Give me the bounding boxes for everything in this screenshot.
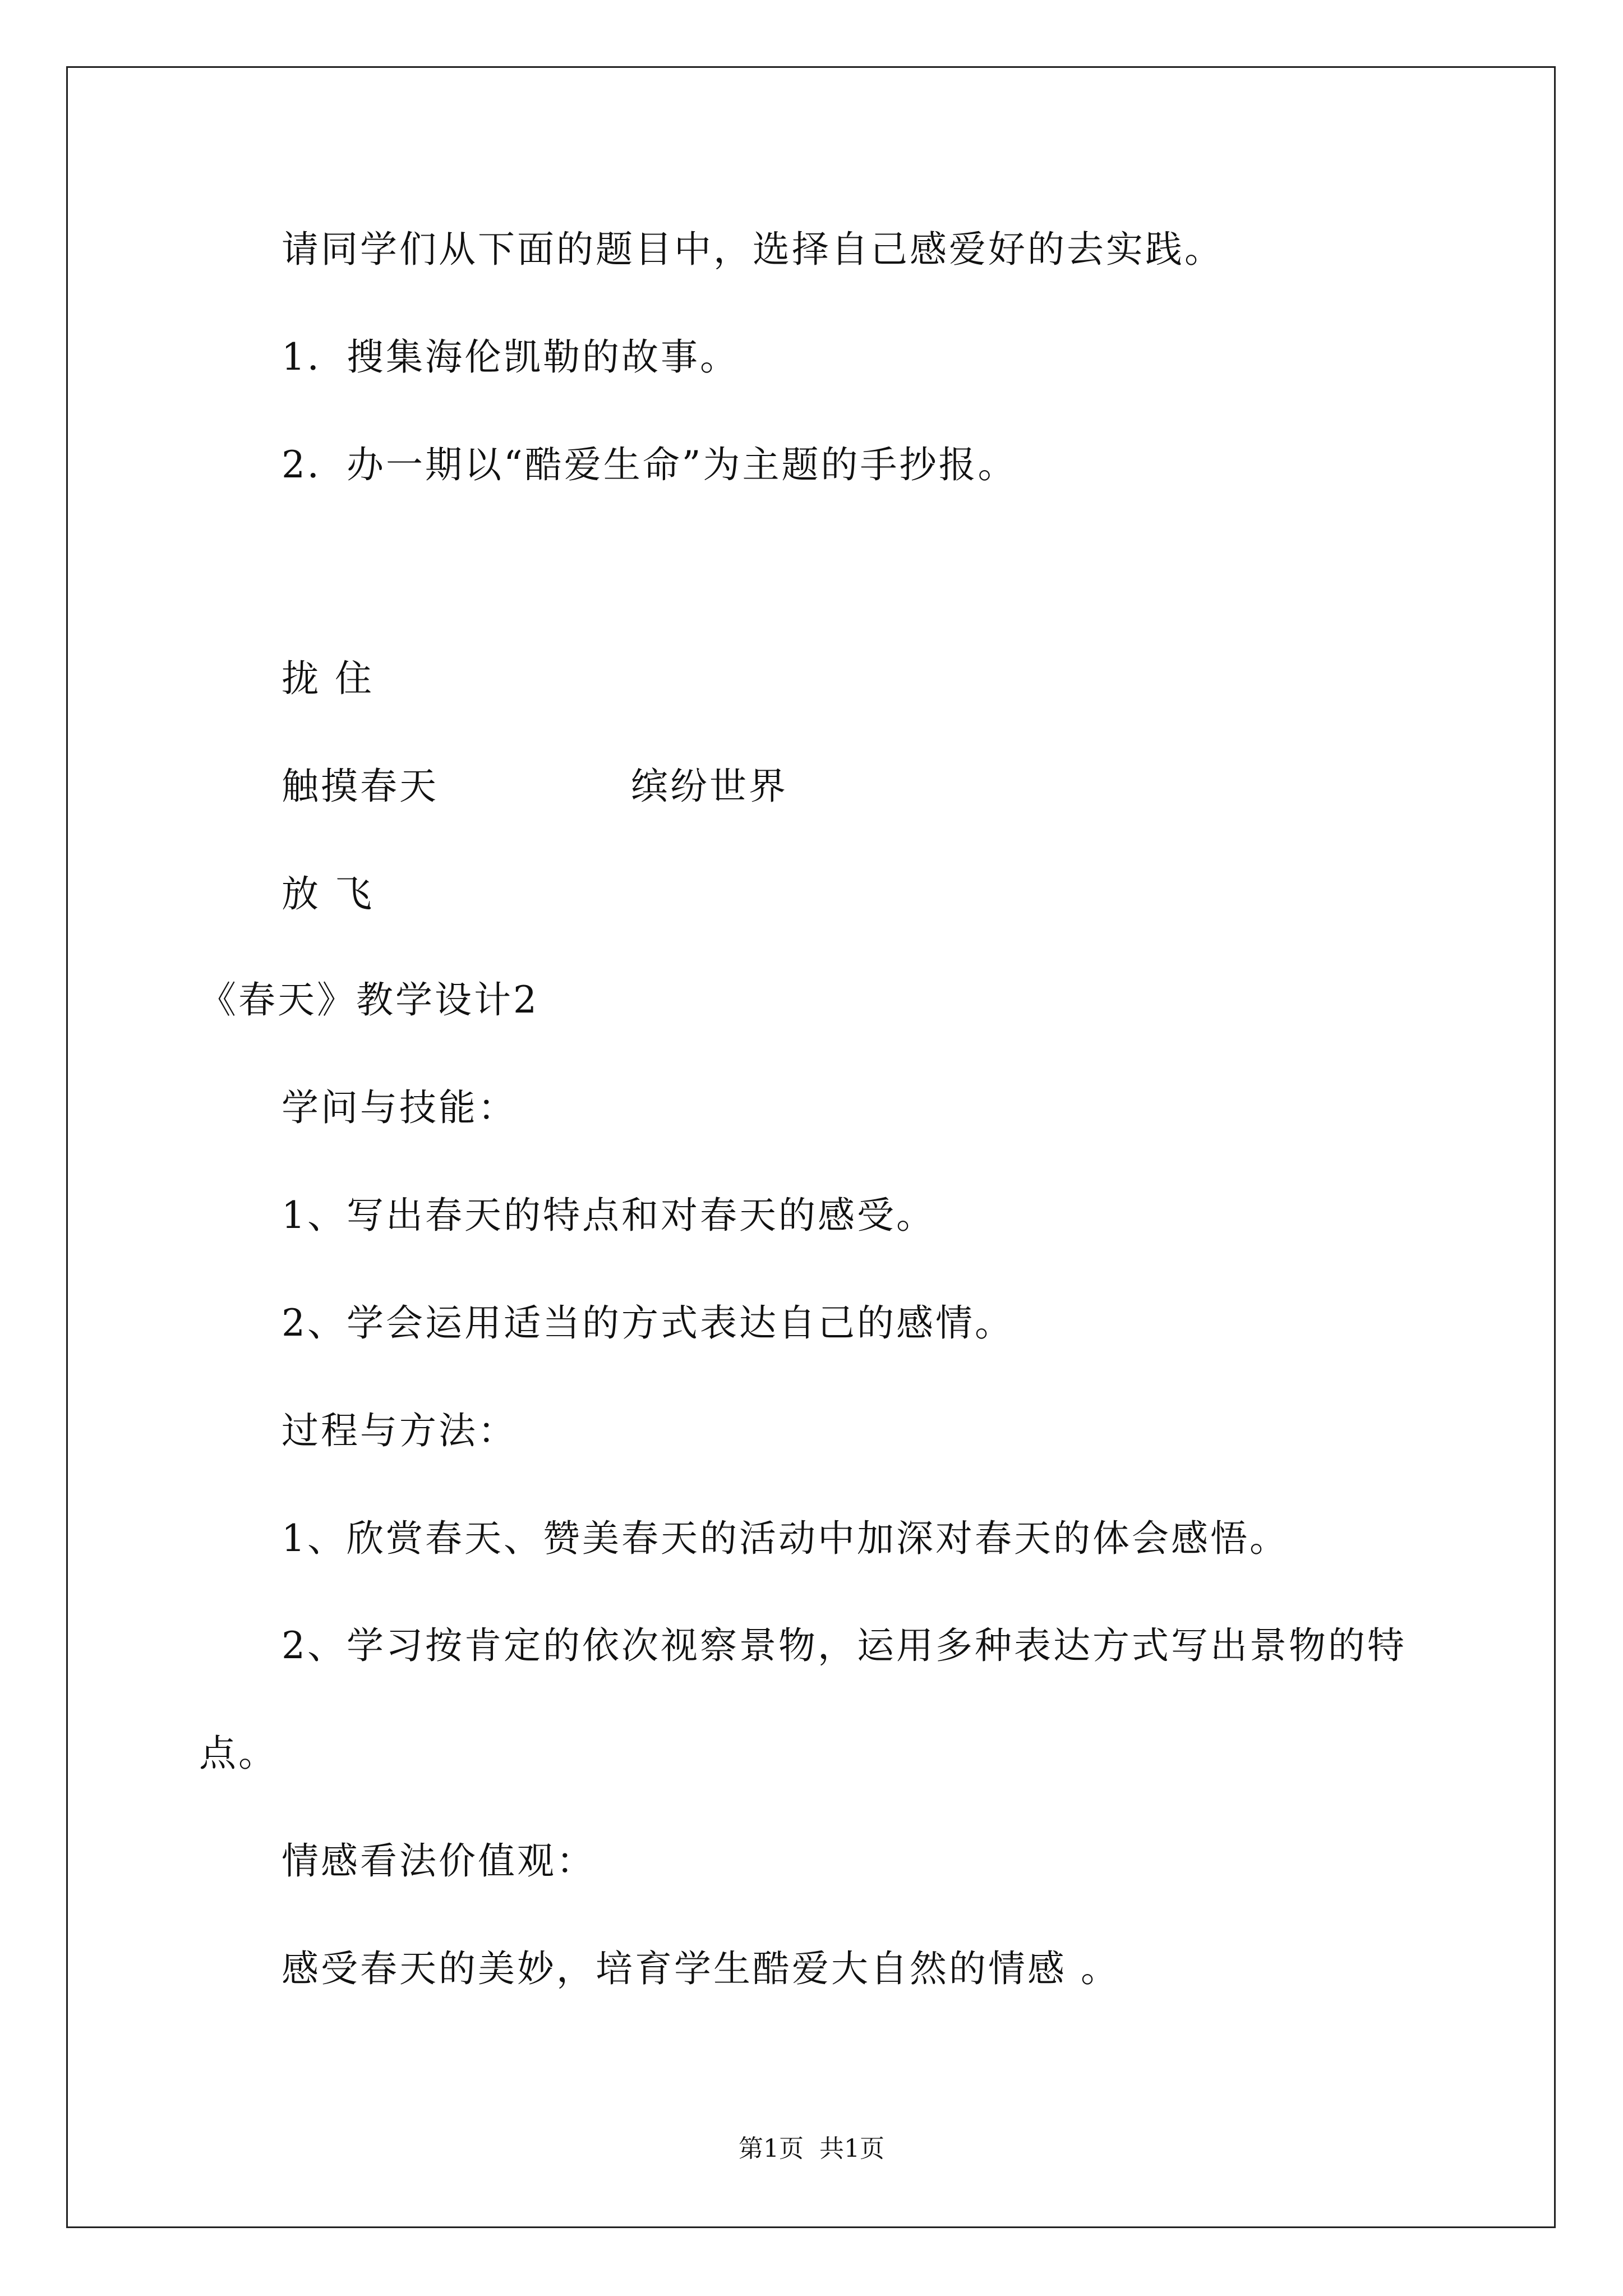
page-footer — [0, 2133, 1623, 2165]
diagram-word-bottom: 放 飞 — [282, 872, 374, 915]
paragraph-instruction: 请同学们从下面的题目中，选择自己感爱好的去实践。 — [282, 228, 1224, 271]
paragraph-method-2-continued: 点。 — [199, 1732, 278, 1775]
paragraph-skill-1: 1、写出春天的特点和对春天的感受。 — [282, 1194, 935, 1237]
heading-knowledge-skills: 学问与技能： — [282, 1086, 517, 1129]
page-number: 第1页 — [739, 2134, 804, 2163]
page-border — [66, 66, 1556, 2228]
paragraph-method-1: 1、欣赏春天、赞美春天的活动中加深对春天的体会感悟。 — [282, 1517, 1289, 1560]
diagram-word-top: 拢 住 — [282, 657, 374, 700]
heading-process-method: 过程与方法： — [282, 1409, 517, 1452]
heading-emotion-values: 情感看法价值观： — [282, 1839, 596, 1883]
paragraph-emotion-1: 感受春天的美妙，培育学生酷爱大自然的情感 。 — [282, 1947, 1120, 1990]
section-title: 《春天》教学设计2 — [199, 978, 539, 1022]
diagram-word-right: 缤纷世界 — [631, 765, 788, 808]
paragraph-task-2: 2．办一期以“酷爱生命”为主题的手抄报。 — [282, 443, 1017, 486]
diagram-word-left: 触摸春天 — [282, 765, 439, 808]
paragraph-method-2: 2、学习按肯定的依次视察景物，运用多种表达方式写出景物的特 — [282, 1624, 1407, 1667]
paragraph-skill-2: 2、学会运用适当的方式表达自己的感情。 — [282, 1301, 1014, 1345]
page-total: 共1页 — [819, 2134, 884, 2163]
paragraph-task-1: 1．搜集海伦凯勒的故事。 — [282, 335, 739, 379]
